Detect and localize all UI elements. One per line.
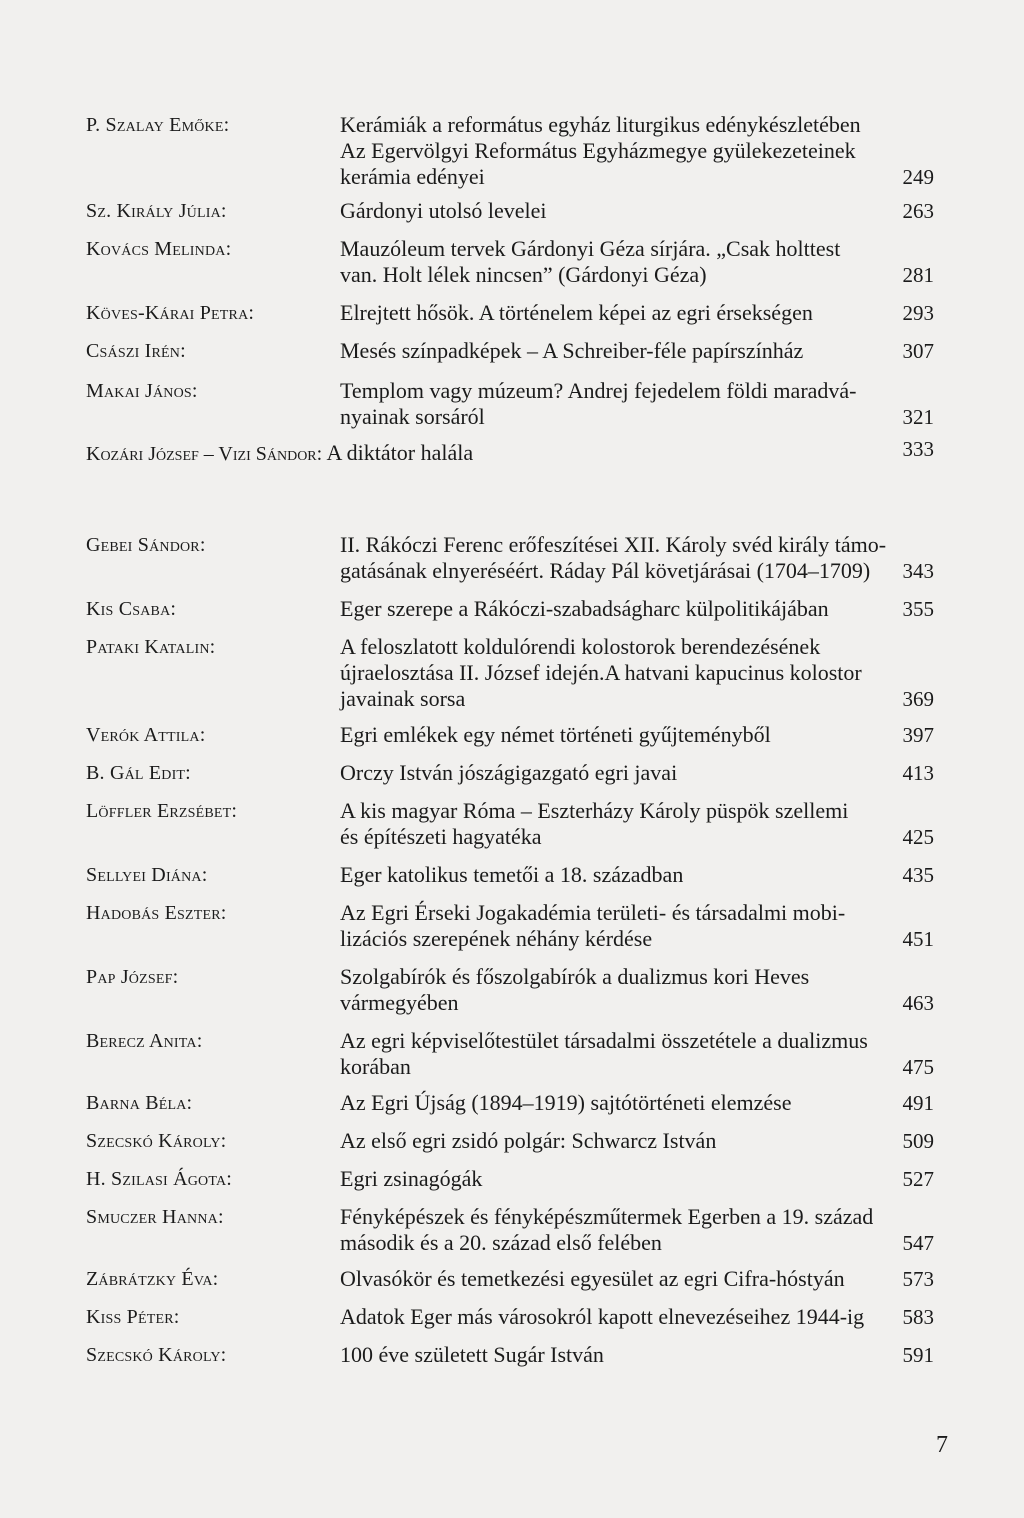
- entry-page-number: 343: [902, 559, 934, 583]
- combined-line: [86, 440, 473, 467]
- entry-title: [340, 1266, 900, 1292]
- entry-title: [340, 378, 900, 430]
- entry-author: Berecz Anita:: [86, 1030, 203, 1052]
- entry-page-number: 435: [902, 863, 934, 887]
- entry-title-line: Az első egri zsidó polgár: Schwarcz István: [340, 1128, 717, 1153]
- page-number: 7: [936, 1432, 948, 1458]
- entry-title-line: Az egri képviselőtestület társadalmi összetétele a dualizmus: [340, 1028, 868, 1053]
- entry-title-line: Elrejtett hősök. A történelem képei az egri érsekségen: [340, 300, 813, 325]
- entry-author: Szecskó Károly:: [86, 1130, 227, 1152]
- entry-title-line: második és a 20. század első felében: [340, 1230, 662, 1255]
- entry-title-line: Gárdonyi utolsó levelei: [340, 198, 547, 223]
- entry-author: Löffler Erzsébet:: [86, 800, 238, 822]
- entry-page-number: 321: [902, 405, 934, 429]
- entry-title-line: II. Rákóczi Ferenc erőfeszítései XII. Károly svéd király támo-: [340, 532, 887, 557]
- entry-page-number: 491: [902, 1091, 934, 1115]
- entry-title-line: Fényképészek és fényképészműtermek Egerben a 19. század: [340, 1204, 874, 1229]
- entry-author: Kiss Péter:: [86, 1306, 180, 1328]
- entry-title-line: Olvasókör és temetkezési egyesület az egri Cifra-hóstyán: [340, 1266, 845, 1291]
- entry-title: [340, 900, 900, 952]
- entry-title-line: és építészeti hagyatéka: [340, 824, 542, 849]
- entry-title-line: Az Egervölgyi Református Egyházmegye gyülekezeteinek: [340, 138, 856, 163]
- entry-title-line: Egri zsinagógák: [340, 1166, 483, 1191]
- entry-page-number: 307: [902, 339, 934, 363]
- entry-page-number: 591: [902, 1343, 934, 1367]
- entry-title-line: Templom vagy múzeum? Andrej fejedelem földi maradvá-: [340, 378, 857, 403]
- entry-author: Szecskó Károly:: [86, 1344, 227, 1366]
- entry-author: Kovács Melinda:: [86, 238, 232, 260]
- entry-author: Hadobás Eszter:: [86, 902, 227, 924]
- entry-title-line: Mesés színpadképek – A Schreiber-féle papírszínház: [340, 338, 804, 363]
- entry-page-number: 281: [902, 263, 934, 287]
- entry-author: Pap József:: [86, 966, 179, 988]
- entry-title: [340, 112, 900, 190]
- entry-title: [340, 760, 900, 786]
- entry-title: [340, 236, 900, 288]
- entry-title-line: Szolgabírók és főszolgabírók a dualizmus kori Heves: [340, 964, 810, 989]
- entry-title: [340, 634, 900, 712]
- entry-title-line: van. Holt lélek nincsen” (Gárdonyi Géza): [340, 262, 707, 287]
- entry-author: B. Gál Edit:: [86, 762, 191, 784]
- entry-title-line: korában: [340, 1054, 411, 1079]
- entry-title-line: Az Egri Érseki Jogakadémia területi- és társadalmi mobi-: [340, 900, 846, 925]
- entry-page-number: 355: [902, 597, 934, 621]
- entry-author: Pataki Katalin:: [86, 636, 216, 658]
- entry-title: [340, 798, 900, 850]
- entry-title-line: Orczy István jószágigazgató egri javai: [340, 760, 678, 785]
- entry-page-number: 425: [902, 825, 934, 849]
- entry-title: [340, 1166, 900, 1192]
- entry-title-line: újraelosztása II. József idején.A hatvani kapucinus kolostor: [340, 660, 862, 685]
- entry-title: [340, 1090, 900, 1116]
- entry-title: [340, 1342, 900, 1368]
- entry-title-line: A feloszlatott koldulórendi kolostorok berendezésének: [340, 634, 821, 659]
- entry-title-line: Eger szerepe a Rákóczi-szabadságharc külpolitikájában: [340, 596, 829, 621]
- entry-page-number: 527: [902, 1167, 934, 1191]
- entry-page-number: 463: [902, 991, 934, 1015]
- entry-author: Császi Irén:: [86, 340, 186, 362]
- entry-author: Smuczer Hanna:: [86, 1206, 224, 1228]
- entry-page-number: 413: [902, 761, 934, 785]
- entry-page-number: 263: [902, 199, 934, 223]
- entry-title: [340, 338, 900, 364]
- entry-title: [340, 964, 900, 1016]
- entry-title: [340, 198, 900, 224]
- entry-title: [340, 596, 900, 622]
- entry-author: Barna Béla:: [86, 1092, 193, 1114]
- entry-author: Makai János:: [86, 380, 198, 402]
- entry-author: P. Szalay Emőke:: [86, 114, 230, 136]
- entry-author: Köves-Kárai Petra:: [86, 302, 255, 324]
- entry-title-line: Egri emlékek egy német történeti gyűjteményből: [340, 722, 771, 747]
- entry-title: [340, 722, 900, 748]
- entry-author: H. Szilasi Ágota:: [86, 1168, 233, 1190]
- entry-title: [340, 1204, 900, 1256]
- entry-title: [340, 532, 900, 584]
- entry-title-line: lizációs szerepének néhány kérdése: [340, 926, 653, 951]
- entry-title-line: javainak sorsa: [340, 686, 466, 711]
- entry-page-number: 293: [902, 301, 934, 325]
- entry-title: [340, 1028, 900, 1080]
- entry-title-line: Adatok Eger más városokról kapott elnevezéseihez 1944-ig: [340, 1304, 865, 1329]
- entry-title-line: Kerámiák a református egyház liturgikus edénykészletében: [340, 112, 861, 137]
- entry-title-line: 100 éve született Sugár István: [340, 1342, 604, 1367]
- entry-author: Gebei Sándor:: [86, 534, 206, 556]
- entry-page-number: 475: [902, 1055, 934, 1079]
- entry-page-number: 547: [902, 1231, 934, 1255]
- entry-title-line: nyainak sorsáról: [340, 404, 485, 429]
- entry-author: Kis Csaba:: [86, 598, 177, 620]
- entry-title-line: vármegyében: [340, 990, 459, 1015]
- entry-author: Zábrátzky Éva:: [86, 1268, 219, 1290]
- entry-author: Sz. Király Júlia:: [86, 200, 227, 222]
- entry-authors: Kozári József – Vizi Sándor:: [86, 443, 323, 465]
- entry-title-line: Eger katolikus temetői a 18. században: [340, 862, 684, 887]
- entry-title: [340, 1128, 900, 1154]
- entry-title-line: Mauzóleum tervek Gárdonyi Géza sírjára. „Csak holttest: [340, 236, 841, 261]
- entry-page-number: 509: [902, 1129, 934, 1153]
- entry-title-line: Az Egri Újság (1894–1919) sajtótörténeti elemzése: [340, 1090, 792, 1115]
- entry-title-line: A kis magyar Róma – Eszterházy Károly püspök szellemi: [340, 798, 849, 823]
- entry-page-number: 249: [902, 165, 934, 189]
- entry-page-number: 333: [902, 437, 934, 461]
- entry-title-line: gatásának elnyeréséért. Ráday Pál követjárásai (1704–1709): [340, 558, 871, 583]
- entry-author: Sellyei Diána:: [86, 864, 208, 886]
- entry-page-number: 397: [902, 723, 934, 747]
- entry-title: A diktátor halála: [326, 440, 474, 465]
- entry-page-number: 451: [902, 927, 934, 951]
- entry-title: [340, 1304, 900, 1330]
- entry-author: Verók Attila:: [86, 724, 206, 746]
- entry-page-number: 369: [902, 687, 934, 711]
- entry-title: [340, 862, 900, 888]
- entry-title-line: kerámia edényei: [340, 164, 485, 189]
- entry-page-number: 583: [902, 1305, 934, 1329]
- entry-page-number: 573: [902, 1267, 934, 1291]
- entry-title: [340, 300, 900, 326]
